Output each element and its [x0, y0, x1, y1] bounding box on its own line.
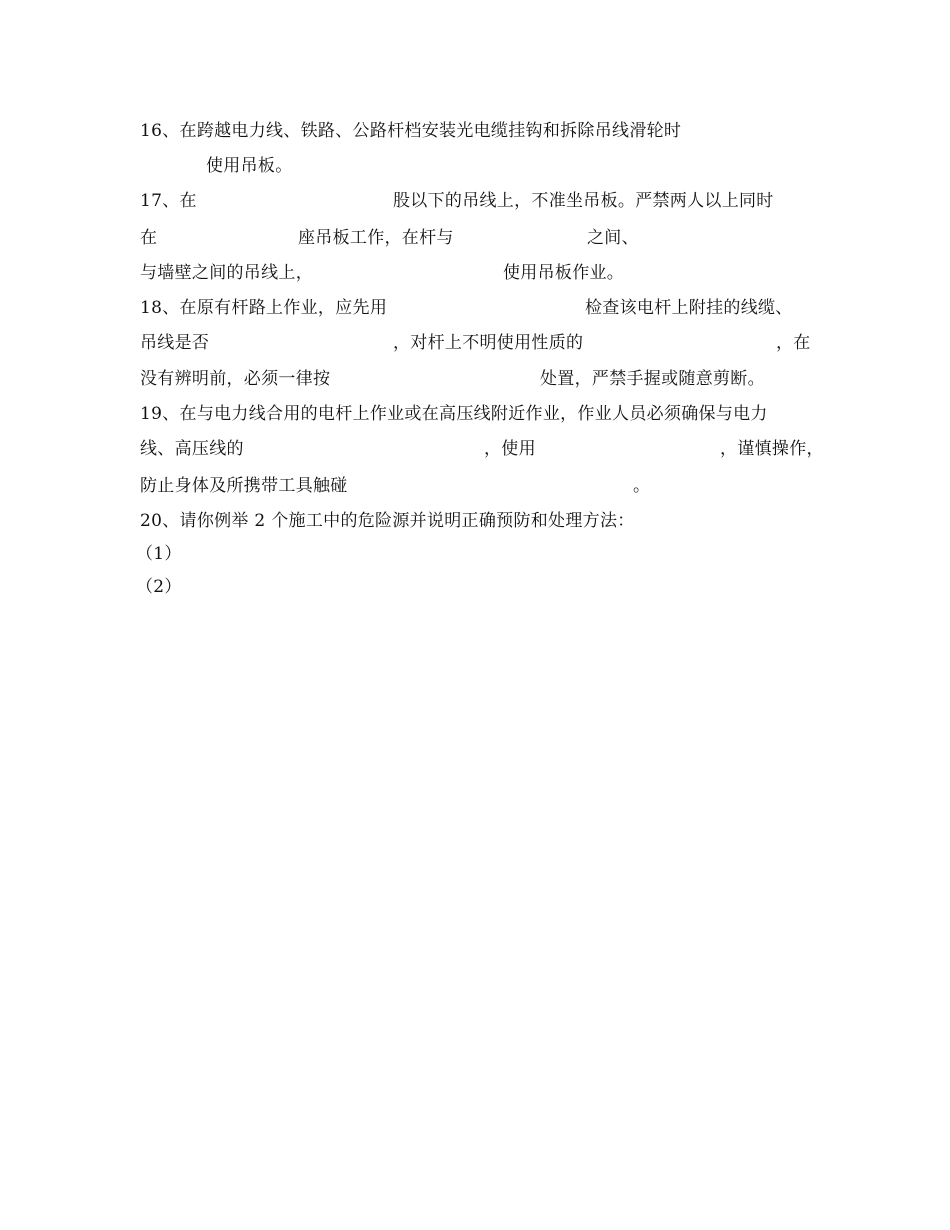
q19-text-c: ，使用: [484, 439, 536, 459]
q18-text-c: 吊线是否: [140, 333, 210, 353]
q17-line-2: [0, 225, 950, 251]
q19-text-d: ，谨慎操作，: [720, 439, 824, 459]
q18-line-2: [0, 330, 950, 356]
q18-line-1: [0, 295, 950, 321]
q17-line-1: [0, 188, 950, 214]
q16-line-1: [0, 118, 950, 144]
q17-text-f: 与墙壁之间的吊线上，: [140, 263, 313, 283]
q20-text: 20、请你例举 2 个施工中的危险源并说明正确预防和处理方法：: [140, 511, 635, 531]
q20-item-2-label: （2）: [136, 577, 182, 597]
q18-text-d: ，对杆上不明使用性质的: [393, 333, 584, 353]
q18-text-a: 18、在原有杆路上作业，应先用: [140, 298, 388, 318]
q20-item-2: [0, 574, 950, 600]
q19-text-e: 防止身体及所携带工具触碰: [140, 476, 348, 496]
q20-item-1-label: （1）: [136, 544, 182, 564]
q19-text-b: 线、高压线的: [140, 439, 244, 459]
q17-text-g: 使用吊板作业。: [503, 263, 625, 283]
q17-line-3: [0, 260, 950, 286]
q20-item-1: [0, 541, 950, 567]
q19-text-f: 。: [633, 476, 651, 496]
q20-line-1: [0, 508, 950, 534]
q17-text-c: 在: [140, 228, 158, 248]
q18-text-g: 处置，严禁手握或随意剪断。: [540, 369, 765, 389]
q18-text-b: 检查该电杆上附挂的线缆、: [585, 298, 793, 318]
q19-line-1: [0, 401, 950, 427]
q19-line-3: [0, 473, 950, 499]
q18-text-f: 没有辨明前，必须一律按: [140, 369, 331, 389]
q18-line-3: [0, 366, 950, 392]
q17-text-d: 座吊板工作，在杆与: [298, 228, 454, 248]
q19-line-2: [0, 436, 950, 462]
q17-text-a: 17、在: [140, 191, 197, 211]
q16-text-cont: 使用吊板。: [206, 156, 293, 176]
q17-text-b: 股以下的吊线上，不准坐吊板。严禁两人以上同时: [393, 191, 774, 211]
q17-text-e: 之间、: [587, 228, 639, 248]
q16-text: 16、在跨越电力线、铁路、公路杆档安装光电缆挂钩和拆除吊线滑轮时: [140, 121, 682, 141]
q19-text-a: 19、在与电力线合用的电杆上作业或在高压线附近作业，作业人员必须确保与电力: [140, 404, 768, 424]
q18-text-e: ，在: [776, 333, 811, 353]
q16-line-2: [0, 153, 950, 179]
